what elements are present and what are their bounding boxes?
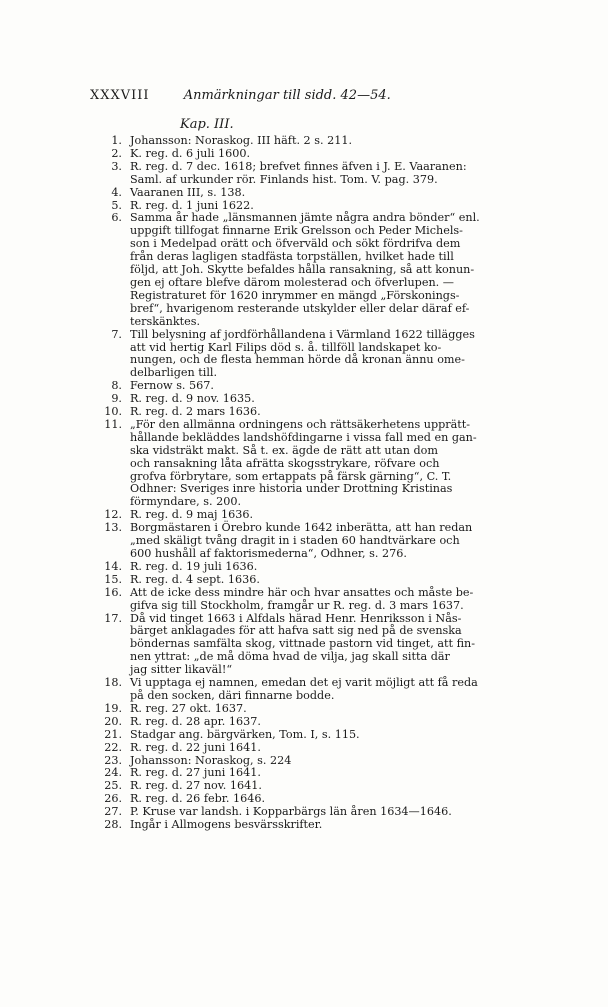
note-line: gifva sig till Stockholm, framgår ur R. reg. d. 3 mars 1637. bbox=[130, 598, 464, 612]
note-number: 20. bbox=[104, 714, 122, 728]
note-line: hållande bekläddes landshöfdingarne i vissa fall med en gan- bbox=[130, 430, 477, 444]
note-number: 22. bbox=[104, 740, 122, 754]
note-line: nungen, och de flesta hemman hörde då kronan ännu ome- bbox=[130, 353, 465, 367]
note-line: Registraturet för 1620 inrymmer en mängd „Förskonings- bbox=[130, 288, 460, 302]
note-item bbox=[96, 561, 546, 574]
note-item bbox=[96, 522, 546, 561]
note-line: „med skäligt tvång dragit in i staden 60 handtvärkare och bbox=[130, 534, 460, 548]
note-number: 7. bbox=[111, 327, 122, 341]
note-line: R. reg. d. 9 maj 1636. bbox=[130, 508, 254, 522]
note-line: Fernow s. 567. bbox=[130, 379, 214, 393]
note-number: 27. bbox=[104, 805, 122, 819]
note-line: Stadgar ang. bärgvärken, Tom. I, s. 115. bbox=[130, 727, 360, 741]
note-number: 23. bbox=[104, 753, 122, 767]
note-text bbox=[130, 677, 546, 703]
note-line: son i Medelpad orätt och öfverväld och sökt fördrifva dem bbox=[130, 237, 461, 251]
note-number: 2. bbox=[111, 146, 122, 160]
note-line: R. reg. 27 okt. 1637. bbox=[130, 701, 247, 715]
note-text bbox=[130, 406, 546, 419]
note-line: K. reg. d. 6 juli 1600. bbox=[130, 146, 251, 160]
note-item bbox=[96, 729, 546, 742]
note-line: R. reg. d. 7 dec. 1618; brefvet finnes äfven i J. E. Vaaranen: bbox=[130, 159, 467, 173]
note-line: Då vid tinget 1663 i Alfdals härad Henr. Henriksson i Nås- bbox=[130, 611, 462, 625]
note-item bbox=[96, 187, 546, 200]
note-line: nen yttrat: „de må döma hvad de vilja, jag skall sitta där bbox=[130, 650, 450, 664]
note-line: Samma år hade „länsmannen jämte några andra bönder“ enl. bbox=[130, 211, 480, 225]
note-number: 13. bbox=[104, 521, 122, 535]
note-number: 5. bbox=[111, 198, 122, 212]
chapter-title: Kap. III. bbox=[180, 117, 234, 132]
note-number: 6. bbox=[111, 211, 122, 225]
note-line: bref“, hvarigenom resterande utskylder eller delar däraf ef- bbox=[130, 301, 470, 315]
note-line: Till belysning af jordförhållandena i Värmland 1622 tillägges bbox=[130, 327, 475, 341]
note-number: 25. bbox=[104, 779, 122, 793]
note-item bbox=[96, 819, 546, 832]
running-header bbox=[90, 88, 530, 103]
note-item bbox=[96, 587, 546, 613]
note-item bbox=[96, 716, 546, 729]
note-line: Ingår i Allmogens besvärsskrifter. bbox=[130, 818, 323, 832]
note-text bbox=[130, 161, 546, 187]
note-item bbox=[96, 677, 546, 703]
note-line: Vaaranen III, s. 138. bbox=[130, 185, 246, 199]
note-item bbox=[96, 148, 546, 161]
note-line: Borgmästaren i Örebro kunde 1642 inberätta, att han redan bbox=[130, 521, 473, 535]
note-line: R. reg. d. 4 sept. 1636. bbox=[130, 572, 260, 586]
note-number: 12. bbox=[104, 508, 122, 522]
note-text bbox=[130, 561, 546, 574]
note-text bbox=[130, 742, 546, 755]
note-line: „För den allmänna ordningens och rättsäkerhetens upprätt- bbox=[130, 417, 471, 431]
note-item bbox=[96, 135, 546, 148]
note-item bbox=[96, 212, 546, 328]
note-line: på den socken, däri finnarne bodde. bbox=[130, 688, 335, 702]
note-number: 18. bbox=[104, 676, 122, 690]
notes-list bbox=[96, 135, 546, 832]
running-title: Anmärkningar till sidd. 42—54. bbox=[183, 88, 391, 103]
note-line: R. reg. d. 26 febr. 1646. bbox=[130, 792, 266, 806]
note-line: Johansson: Noraskog. III häft. 2 s. 211. bbox=[130, 134, 352, 147]
note-line: Saml. af urkunder rör. Finlands hist. Tom. V. pag. 379. bbox=[130, 172, 438, 186]
note-line: Att de icke dess mindre här och hvar ansattes och måste be- bbox=[130, 585, 474, 599]
note-line: böndernas samfälta skog, vittnade pastorn vid tinget, att fin- bbox=[130, 637, 476, 651]
note-line: R. reg. d. 9 nov. 1635. bbox=[130, 392, 255, 406]
note-line: R. reg. d. 19 juli 1636. bbox=[130, 559, 258, 573]
note-number: 1. bbox=[111, 134, 122, 147]
note-number: 15. bbox=[104, 572, 122, 586]
note-item bbox=[96, 329, 546, 381]
note-text bbox=[130, 187, 546, 200]
note-line: Odhner: Sveriges inre historia under Drottning Kristinas bbox=[130, 482, 453, 496]
note-text bbox=[130, 522, 546, 561]
note-line: ska vidsträkt makt. Så t. ex. ägde de rätt att utan dom bbox=[130, 443, 439, 457]
note-line: bärget anklagades för att hafva satt sig ned på de svenska bbox=[130, 624, 462, 638]
note-number: 9. bbox=[111, 392, 122, 406]
note-number: 10. bbox=[104, 405, 122, 419]
note-number: 17. bbox=[104, 611, 122, 625]
note-line: från deras lagligen stadfästa torpställen, hvilket hade till bbox=[130, 250, 454, 264]
note-line: jag sitter likaväl!“ bbox=[130, 663, 233, 677]
note-line: uppgift tillfogat finnarne Erik Grelsson och Peder Michels- bbox=[130, 224, 463, 238]
note-line: R. reg. d. 1 juni 1622. bbox=[130, 198, 254, 212]
note-line: R. reg. d. 28 apr. 1637. bbox=[130, 714, 261, 728]
note-line: R. reg. d. 27 nov. 1641. bbox=[130, 779, 262, 793]
note-item bbox=[96, 406, 546, 419]
note-text bbox=[130, 729, 546, 742]
note-line: gen ej oftare blefve därom molesterad och öfverlupen. — bbox=[130, 275, 454, 289]
note-item bbox=[96, 613, 546, 678]
note-line: grofva förbrytare, som ertappats på färsk gärning“, C. T. bbox=[130, 469, 452, 483]
note-line: R. reg. d. 22 juni 1641. bbox=[130, 740, 261, 754]
note-number: 11. bbox=[104, 417, 122, 431]
note-item bbox=[96, 742, 546, 755]
note-number: 4. bbox=[111, 185, 122, 199]
note-number: 16. bbox=[104, 585, 122, 599]
note-number: 14. bbox=[104, 559, 122, 573]
note-text bbox=[130, 329, 546, 381]
note-item bbox=[96, 419, 546, 509]
note-line: följd, att Joh. Skytte befaldes hålla ransakning, så att konun- bbox=[130, 263, 475, 277]
note-line: P. Kruse var landsh. i Kopparbärgs län åren 1634—1646. bbox=[130, 805, 452, 819]
note-number: 24. bbox=[104, 766, 122, 780]
note-text bbox=[130, 148, 546, 161]
note-item bbox=[96, 703, 546, 716]
note-text bbox=[130, 716, 546, 729]
note-text bbox=[130, 587, 546, 613]
note-text bbox=[130, 212, 546, 328]
note-line: och ransakning låta afrätta skogsstrykare, röfvare och bbox=[130, 456, 440, 470]
note-line: Vi upptaga ej namnen, emedan det ej varit möjligt att få reda bbox=[130, 676, 478, 690]
note-line: 600 hushåll af faktorismederna“, Odhner, s. 276. bbox=[130, 547, 407, 560]
note-text bbox=[130, 135, 546, 148]
note-item bbox=[96, 574, 546, 587]
note-line: att vid hertig Karl Filips död s. å. tillföll landskapet ko- bbox=[130, 340, 442, 354]
note-number: 19. bbox=[104, 701, 122, 715]
note-line: Johansson: Noraskog, s. 224 bbox=[130, 753, 292, 767]
note-number: 8. bbox=[111, 379, 122, 393]
note-item bbox=[96, 161, 546, 187]
note-text bbox=[130, 419, 546, 509]
note-text bbox=[130, 613, 546, 678]
page-number: XXXVIII bbox=[90, 88, 150, 103]
note-line: R. reg. d. 27 juni 1641. bbox=[130, 766, 261, 780]
note-number: 28. bbox=[104, 818, 122, 832]
note-line: terskänktes. bbox=[130, 314, 201, 328]
note-number: 26. bbox=[104, 792, 122, 806]
note-line: R. reg. d. 2 mars 1636. bbox=[130, 405, 261, 419]
note-number: 3. bbox=[111, 159, 122, 173]
note-number: 21. bbox=[104, 727, 122, 741]
note-line: förmyndare, s. 200. bbox=[130, 495, 242, 509]
note-text bbox=[130, 574, 546, 587]
note-text bbox=[130, 703, 546, 716]
note-text bbox=[130, 819, 546, 832]
note-line: delbarligen till. bbox=[130, 366, 218, 380]
